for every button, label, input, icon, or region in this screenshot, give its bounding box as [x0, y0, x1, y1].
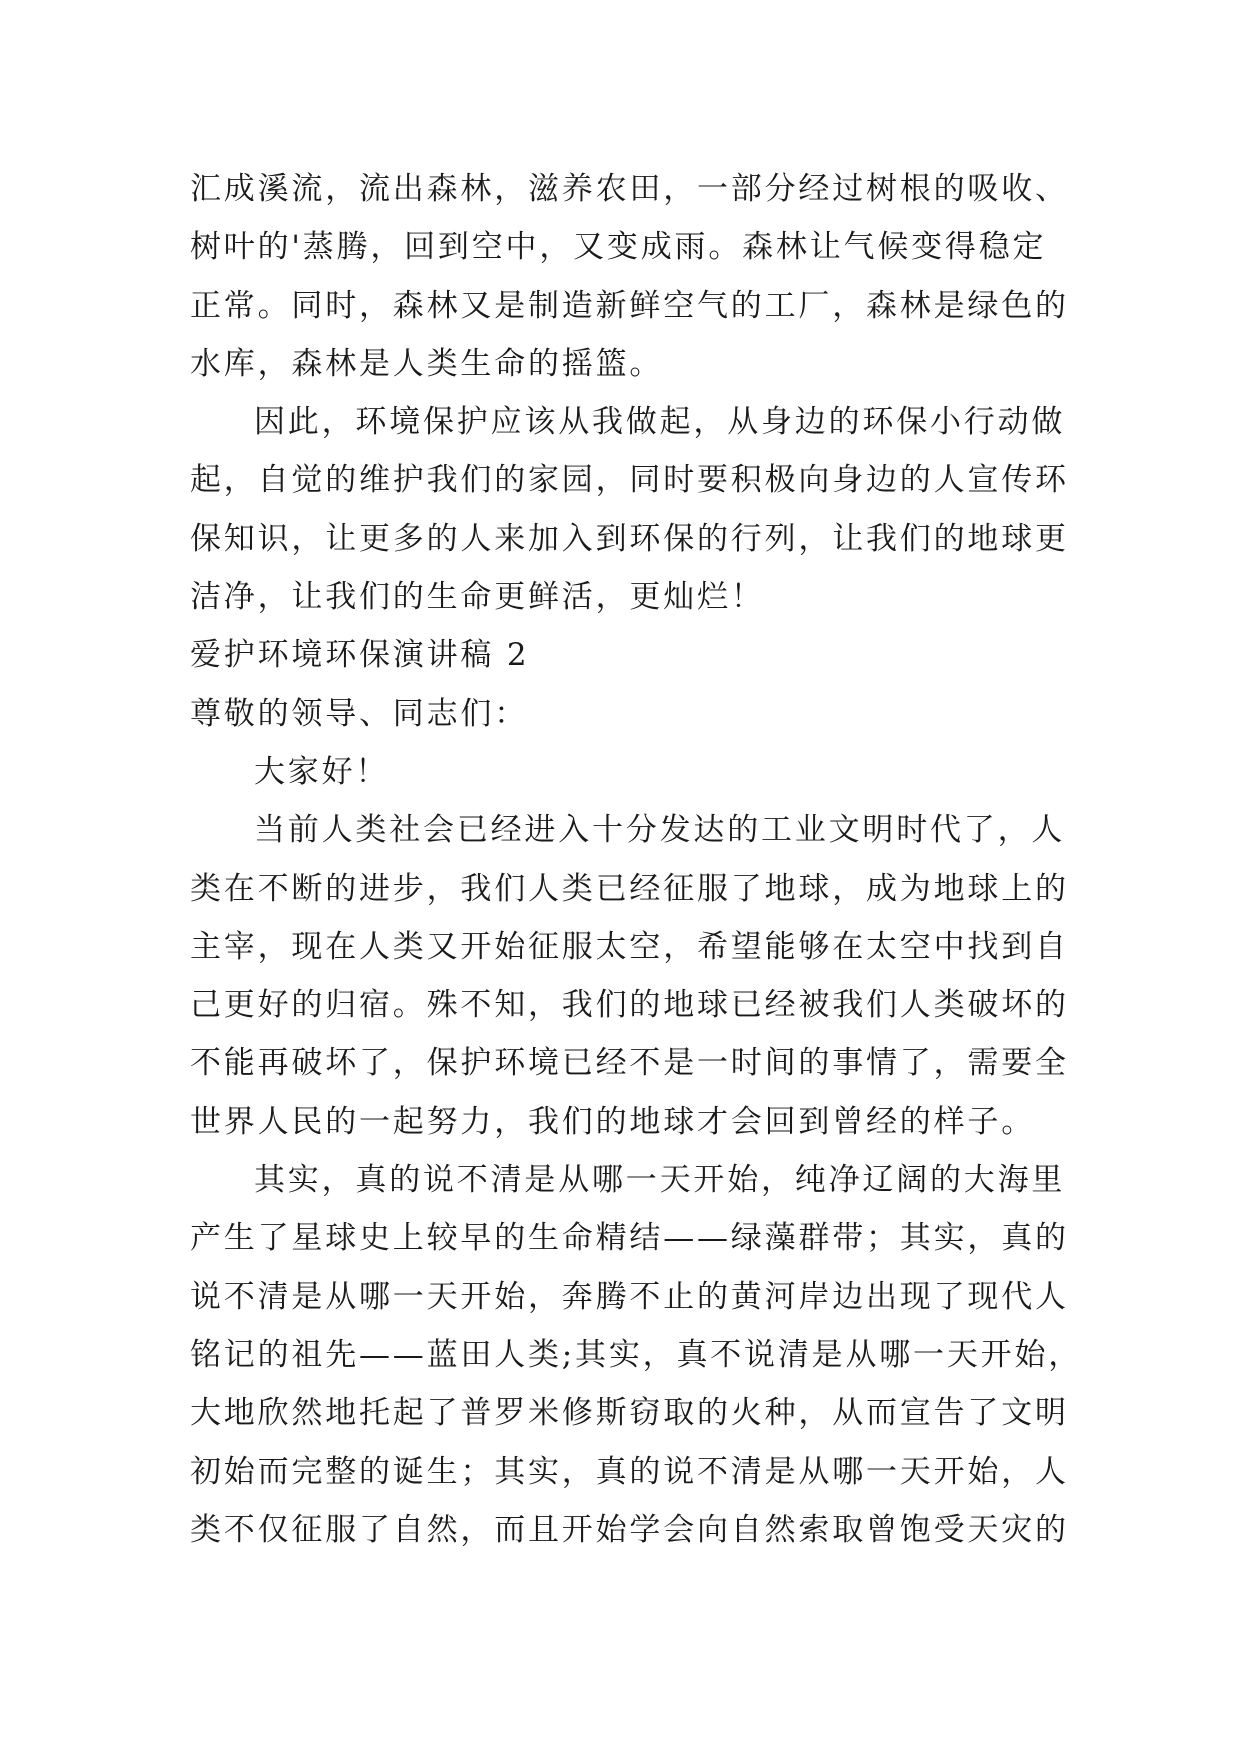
text-line: 不能再破坏了，保护环境已经不是一时间的事情了，需要全 — [190, 1045, 1069, 1082]
text-line: 保知识，让更多的人来加入到环保的行列，让我们的地球更 — [190, 520, 1069, 557]
text-line: 树叶的'蒸腾，回到空中，又变成雨。森林让气候变得稳定 — [190, 229, 1047, 266]
text-line: 水库，森林是人类生命的摇篮。 — [190, 345, 664, 382]
paragraph-first-line: 因此，环境保护应该从我做起，从身边的环保小行动做 — [254, 404, 1066, 441]
text-line: 铭记的祖先——蓝田人类;其实，真不说清是从哪一天开始， — [190, 1336, 1083, 1373]
section-heading: 爱护环境环保演讲稿 2 — [190, 637, 530, 674]
document-body — [190, 160, 1083, 1559]
paragraph-first-line: 其实，真的说不清是从哪一天开始，纯净辽阔的大海里 — [254, 1162, 1066, 1199]
text-line: 起，自觉的维护我们的家园，同时要积极向身边的人宣传环 — [190, 462, 1069, 499]
text-line: 洁净，让我们的生命更鲜活，更灿烂！ — [190, 579, 765, 616]
text-line: 说不清是从哪一天开始，奔腾不止的黄河岸边出现了现代人 — [190, 1278, 1069, 1315]
greeting: 大家好！ — [254, 753, 390, 790]
text-line: 初始而完整的诞生；其实，真的说不清是从哪一天开始，人 — [190, 1453, 1069, 1490]
text-line: 产生了星球史上较早的生命精结——绿藻群带；其实，真的 — [190, 1220, 1069, 1257]
text-line: 汇成溪流，流出森林，滋养农田，一部分经过树根的吸收、 — [190, 171, 1069, 207]
salutation: 尊敬的领导、同志们： — [190, 695, 528, 732]
text-line: 大地欣然地托起了普罗米修斯窃取的火种，从而宣告了文明 — [190, 1395, 1069, 1432]
text-line: 类不仅征服了自然，而且开始学会向自然索取曾饱受天灾的 — [190, 1511, 1069, 1548]
text-line: 己更好的归宿。殊不知，我们的地球已经被我们人类破坏的 — [190, 987, 1069, 1024]
text-line: 类在不断的进步，我们人类已经征服了地球，成为地球上的 — [190, 870, 1069, 907]
paragraph-first-line: 当前人类社会已经进入十分发达的工业文明时代了，人 — [254, 812, 1066, 849]
text-line: 世界人民的一起努力，我们的地球才会回到曾经的样子。 — [190, 1103, 1035, 1140]
text-line: 正常。同时，森林又是制造新鲜空气的工厂，森林是绿色的 — [190, 287, 1069, 324]
text-line: 主宰，现在人类又开始征服太空，希望能够在太空中找到自 — [190, 928, 1069, 965]
